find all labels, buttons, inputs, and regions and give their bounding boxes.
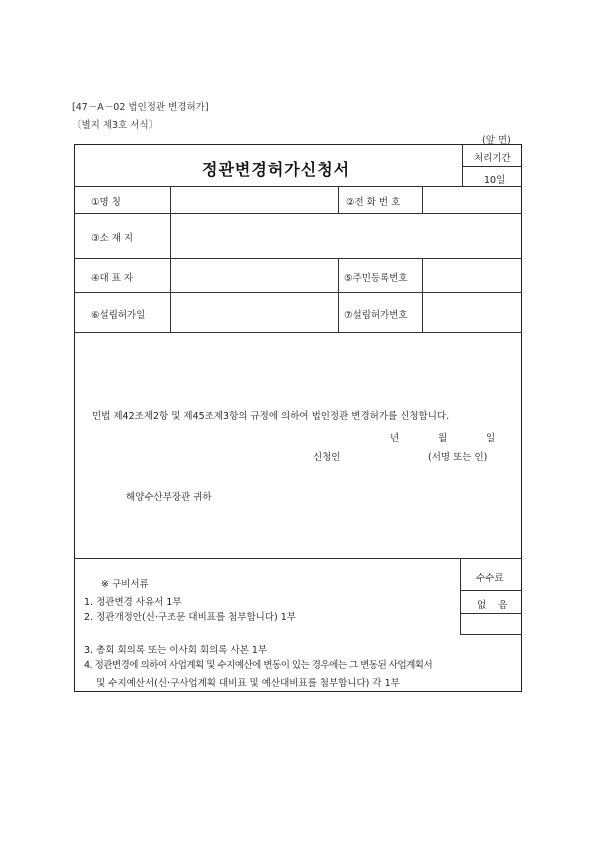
date-day-label: 일 [486,433,496,444]
address-field[interactable] [172,215,520,256]
phone-label: ②전 화 번 호 [346,197,401,208]
signature-label: (서명 또는 인) [428,452,488,463]
divider [74,186,522,187]
application-statement: 민법 제42조제2항 및 제45조제3항의 규정에 의하여 법인정관 변경허가를 신청합니다. [92,411,450,422]
document-item: 4. 정관변경에 의하여 사업계획 및 수지예산에 변동이 있는 경우에는 그 변동된 사업계획서 [84,660,433,671]
processing-period-label: 처리기간 [474,153,511,164]
document-item: 및 수지예산서(신·구사업계획 대비표 및 예산대비표를 첨부합니다) 각 1부 [84,678,400,689]
page-side-label: (앞 면) [482,135,511,146]
document-item: 3. 총회 회의록 또는 이사회 회의록 사본 1부 [84,645,268,656]
divider [460,613,522,614]
date-month-label: 월 [438,433,448,444]
processing-period-value: 10일 [484,175,506,186]
name-field[interactable] [172,188,336,211]
permit-number-label: ⑦설립허가번호 [344,310,408,321]
form-number: 〔별지 제3호 서식〕 [72,120,159,131]
divider [74,292,522,293]
divider [170,186,171,332]
divider [462,166,522,167]
divider [74,213,522,214]
divider [338,258,339,332]
divider [460,558,461,634]
form-title: 정관변경허가신청서 [202,160,351,179]
divider [74,332,522,333]
phone-field[interactable] [424,188,520,211]
permit-date-label: ⑥설립허가일 [91,310,146,321]
applicant-label: 신청인 [313,452,341,463]
document-item: 2. 정관개정안(신·구조문 대비표를 첨부합니다) 1부 [84,612,296,623]
permit-number-field[interactable] [424,294,520,330]
resident-number-label: ⑤주민등록번호 [344,273,408,284]
address-label: ③소 재 지 [91,233,134,244]
addressee: 해양수산부장관 귀하 [126,492,212,503]
divider [460,590,522,591]
divider [338,186,339,213]
form-code: [47－A－02 법인정관 변경허가] [72,102,209,113]
fee-label: 수수료 [476,573,504,584]
representative-field[interactable] [172,260,336,290]
divider [462,144,463,186]
divider [74,258,522,259]
divider [422,186,423,213]
divider [460,634,522,635]
date-year-label: 년 [390,433,400,444]
permit-date-field[interactable] [172,294,336,330]
documents-heading: ※ 구비서류 [101,579,149,590]
name-label: ①명 칭 [91,197,121,208]
resident-number-field[interactable] [424,260,520,290]
divider [74,558,522,559]
representative-label: ④대 표 자 [91,273,134,284]
document-item: 1. 정관변경 사유서 1부 [84,597,182,608]
fee-value: 없 음 [477,600,508,611]
divider [422,258,423,332]
